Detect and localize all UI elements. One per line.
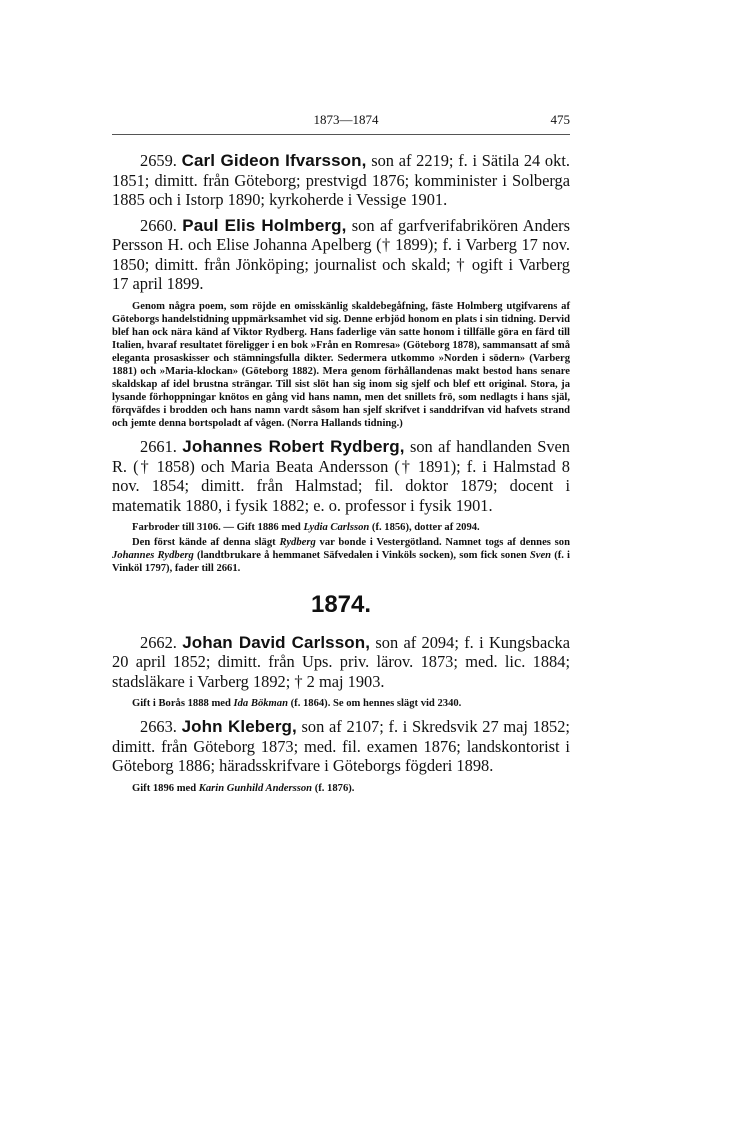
entry-number: 2660. bbox=[140, 215, 177, 235]
page-number: 475 bbox=[550, 112, 570, 127]
entry-note: Farbroder till 3106. — Gift 1886 med Lydia Carlsson (f. 1856), dotter af 2094. bbox=[132, 522, 480, 534]
running-head-years: 1873—1874 bbox=[313, 112, 379, 127]
entry-note: Gift i Borås 1888 med Ida Bökman (f. 1864). Se om hennes slägt vid 2340. bbox=[132, 698, 462, 710]
entry-name: Paul Elis Holmberg, bbox=[182, 215, 347, 235]
entry-number: 2663. bbox=[140, 717, 177, 737]
entry-number: 2659. bbox=[140, 151, 177, 170]
entry-text: son af 2107; f. i Skredsvik 27 maj 1852; dimitt. från Göteborg 1873; med. fil. examen 1876; landskontorist i Göteborg 1886; häradsskrifvare i Göteborgs fögderi 1898. bbox=[112, 717, 570, 776]
entry-number: 2662. bbox=[140, 632, 177, 652]
document-page bbox=[112, 100, 570, 796]
entry-note: Genom några poem, som röjde en omisskänlig skaldebegåfning, fäste Holmberg utgifvarens af Göteborgs handelstidning uppmärksamhet vid sig. Denne erbjöd honom en plats i sin tidning. Dervid blef han ock nära känd af Viktor Rydberg. Hans faderlige vän satte honom i tillfälle göra en färd till Italien, hvaraf resultatet föreligger i en bok »Från en Romresa» (Göteborg 1878), sammansatt af små eleganta prosaskisser och stämningsfulla dikter. Sedermera utkommo »Norden i södern» (Varberg 1881) och »Maria-klockan» (Göteborg 1882). Mera genom förhållandenas makt bestod hans senare skaldskap af idel brustna strängar. Till sist slöt han sig inom sig sjelf och blef ett original. Stora, ja lysande förhoppningar knötos en gång vid hans namn, men det snillets frö, som nedlagts i hans själ, förqväfdes i brodden och hans namn vardt såsom han sjelf skrifvet i sanddrifvan vid hafvets strand och jemte denna bortspoladt af vågen. (Norra Hallands tidning.) bbox=[112, 300, 570, 430]
entry-name: John Kleberg, bbox=[181, 717, 297, 737]
entry-text: son af garfverifabrikören Anders Persson H. och Elise Johanna Apelberg († 1899); f. i Varberg 17 nov. 1850; dimitt. från Jönköping; journalist och skald; † ogift i Varberg 17 april 1899. bbox=[112, 215, 570, 293]
header-rule bbox=[112, 134, 570, 135]
entry-name: Johan David Carlsson, bbox=[182, 632, 371, 652]
entry-text: son af 2219; f. i Sätila 24 okt. 1851; dimitt. från Göteborg; prestvigd 1876; komminister i Solberga 1885 och i Istorp 1890; kyrkoherde i Vessige 1901. bbox=[112, 151, 570, 209]
entry-name: Johannes Robert Rydberg, bbox=[182, 437, 405, 457]
entry-2663 bbox=[112, 717, 570, 776]
entry-note: Den först kände af denna slägt Rydberg var bonde i Vestergötland. Namnet togs af dennes son Johannes Rydberg (landtbrukare å hemmanet Säfvedalen i Vinköls socken), som fick sonen Sven (f. i Vinköl 1797), fader till 2661. bbox=[112, 536, 570, 574]
year-heading: 1874. bbox=[310, 590, 372, 618]
running-head bbox=[112, 100, 570, 128]
entry-text: son af 2094; f. i Kungsbacka 20 april 1852; dimitt. från Ups. priv. lärov. 1873; med. lic. 1884; stadsläkare i Varberg 1892; † 2 maj 1903. bbox=[112, 632, 570, 691]
entry-2661 bbox=[112, 437, 570, 515]
entry-2659 bbox=[112, 151, 570, 210]
entry-number: 2661. bbox=[140, 437, 177, 457]
entry-2662 bbox=[112, 633, 570, 692]
entry-2660 bbox=[112, 216, 570, 294]
entry-name: Carl Gideon Ifvarsson, bbox=[181, 151, 367, 170]
entry-text: son af handlanden Sven R. († 1858) och Maria Beata Andersson († 1891); f. i Halmstad 8 nov. 1854; dimitt. från Halmstad; fil. doktor 1879; docent i matematik 1880, i fysik 1882; e. o. professor i fysik 1901. bbox=[112, 437, 570, 515]
entry-note: Gift 1896 med Karin Gunhild Andersson (f. 1876). bbox=[132, 782, 355, 794]
